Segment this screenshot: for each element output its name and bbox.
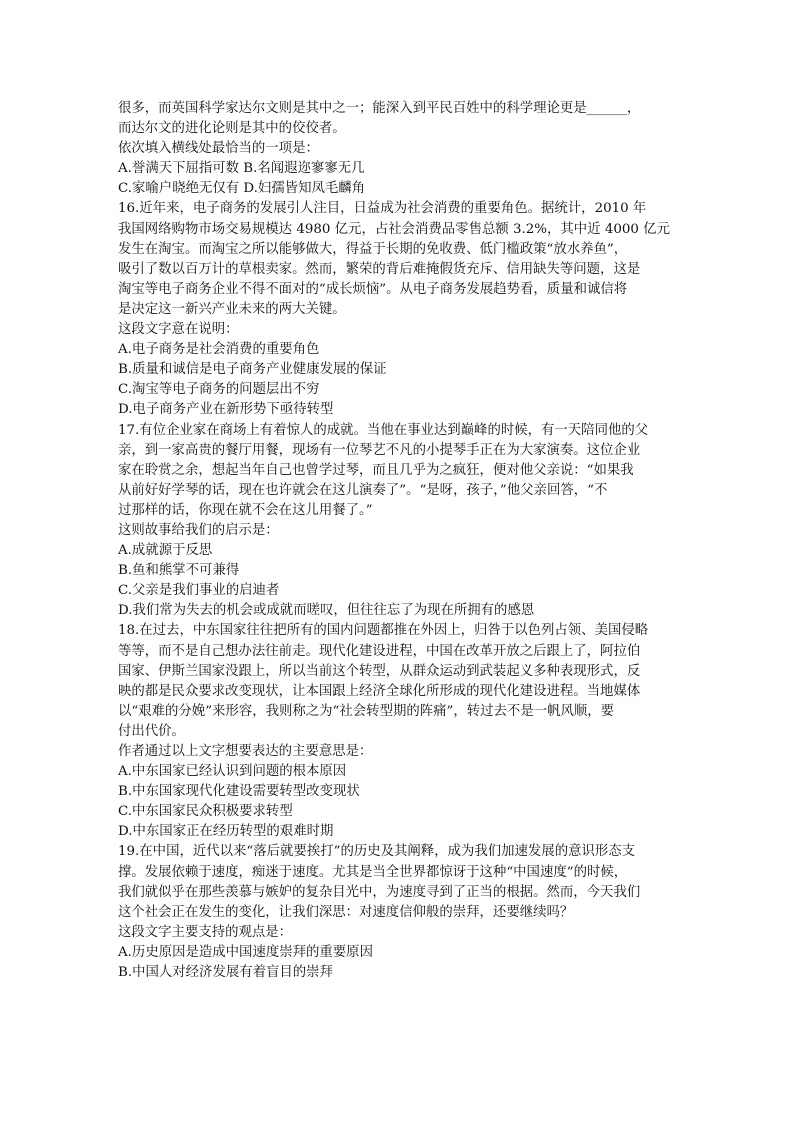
passage-line: 16.近年来，电子商务的发展引人注目，日益成为社会消费的重要角色。据统计，2010 年	[118, 201, 647, 217]
question-prompt: 这则故事给我们的启示是：	[118, 522, 279, 538]
passage-line: 国家、伊斯兰国家没跟上，所以当前这个转型，从群众运动到武装起义多种表现形式，反	[118, 663, 641, 679]
passage-line: 我们就似乎在那些羡慕与嫉妒的复杂目光中，为速度寻到了正当的根据。然而，今天我们	[118, 884, 641, 900]
question-19	[118, 842, 680, 983]
question-prompt: 这段文字意在说明：	[118, 322, 239, 338]
passage-line: 而达尔文的进化论则是其中的佼佼者。	[118, 121, 346, 137]
passage-line: 淘宝等电子商务企业不得不面对的“成长烦恼”。从电子商务发展趋势看，质量和诚信将	[118, 281, 628, 297]
answer-option: A.成就源于反思	[118, 543, 213, 559]
passage-line: 是决定这一新兴产业未来的两大关键。	[118, 301, 346, 317]
document-page	[118, 99, 680, 983]
question-prompt: 依次填入横线处最恰当的一项是：	[118, 141, 319, 157]
passage-line: 映的都是民众要求改变现状，让本国跟上经济全球化所形成的现代化建设进程。当地媒体	[118, 683, 641, 699]
passage-line: 家在聆赏之余，想起当年自己也曾学过琴，而且几乎为之疯狂，便对他父亲说：“如果我	[118, 462, 634, 478]
passage-line: 我国网络购物市场交易规模达 4980 亿元，占社会消费品零售总额 3.2%，其中近 4000 亿元	[118, 221, 670, 237]
passage-line: 撑。发展依赖于速度，痴迷于速度。尤其是当全世界都惊讶于这种“中国速度”的时候，	[118, 864, 628, 880]
answer-option: B.鱼和熊掌不可兼得	[118, 563, 240, 579]
answer-option: B.中国人对经济发展有着盲目的崇拜	[118, 965, 333, 981]
question-18	[118, 621, 680, 842]
answer-option: B.质量和诚信是电子商务产业健康发展的保证	[118, 362, 387, 378]
answer-option: D.电子商务产业在新形势下亟待转型	[118, 402, 334, 418]
passage-line: 吸引了数以百万计的草根卖家。然而，繁荣的背后难掩假货充斥、信用缺失等问题，这是	[118, 261, 641, 277]
passage-line: 18.在过去，中东国家往往把所有的国内问题都推在外因上，归咎于以色列占领、美国侵略	[118, 623, 649, 639]
passage-line: 过那样的话，你现在就不会在这儿用餐了。”	[118, 502, 373, 518]
answer-option: C.淘宝等电子商务的问题层出不穷	[118, 382, 320, 398]
answer-option: A.电子商务是社会消费的重要角色	[118, 342, 320, 358]
question-16	[118, 199, 680, 420]
passage-line: 这个社会正在发生的变化，让我们深思：对速度信仰般的崇拜，还要继续吗？	[118, 904, 574, 920]
passage-line: 17.有位企业家在商场上有着惊人的成就。当他在事业达到巅峰的时候，有一天陪同他的父	[118, 422, 649, 438]
answer-option: A.誉满天下屈指可数 B.名闻遐迩寥寥无几	[118, 161, 365, 177]
passage-line: 等等，而不是自己想办法往前走。现代化建设进程，中国在改革开放之后跟上了，阿拉伯	[118, 643, 641, 659]
question-prompt: 作者通过以上文字想要表达的主要意思是：	[118, 744, 373, 759]
answer-option: C.中东国家民众积极要求转型	[118, 804, 293, 820]
passage-line: 很多，而英国科学家达尔文则是其中之一；能深入到平民百姓中的科学理论更是______，	[118, 101, 641, 116]
passage-line: 以“艰难的分娩”来形容，我则称之为“社会转型期的阵痛”，转过去不是一帆风顺，要	[118, 703, 615, 719]
answer-option: A.中东国家已经认识到问题的根本原因	[118, 764, 347, 780]
passage-line: 发生在淘宝。而淘宝之所以能够做大，得益于长期的免收费、低门槛政策“放水养鱼”，	[118, 241, 628, 257]
question-15-continued	[118, 99, 680, 199]
question-17	[118, 421, 680, 622]
answer-option: A.历史原因是造成中国速度崇拜的重要原因	[118, 944, 373, 960]
answer-option: B.中东国家现代化建设需要转型改变现状	[118, 784, 360, 800]
answer-option: D.中东国家正在经历转型的艰难时期	[118, 824, 334, 840]
question-prompt: 这段文字主要支持的观点是：	[118, 924, 293, 940]
answer-option: D.我们常为失去的机会或成就而嗟叹，但往往忘了为现在所拥有的感恩	[118, 603, 535, 619]
answer-option: C.家喻户晓绝无仅有 D.妇孺皆知凤毛麟角	[118, 181, 366, 197]
answer-option: C.父亲是我们事业的启迪者	[118, 583, 280, 599]
passage-line: 19.在中国，近代以来“落后就要挨打”的历史及其阐释，成为我们加速发展的意识形态支	[118, 844, 636, 860]
passage-line: 付出代价。	[118, 723, 185, 739]
passage-line: 亲，到一家高贵的餐厅用餐，现场有一位琴艺不凡的小提琴手正在为大家演奏。这位企业	[118, 442, 641, 458]
passage-line: 从前好好学琴的话，现在也许就会在这儿演奏了”。“是呀，孩子，”他父亲回答，“不	[118, 482, 608, 498]
